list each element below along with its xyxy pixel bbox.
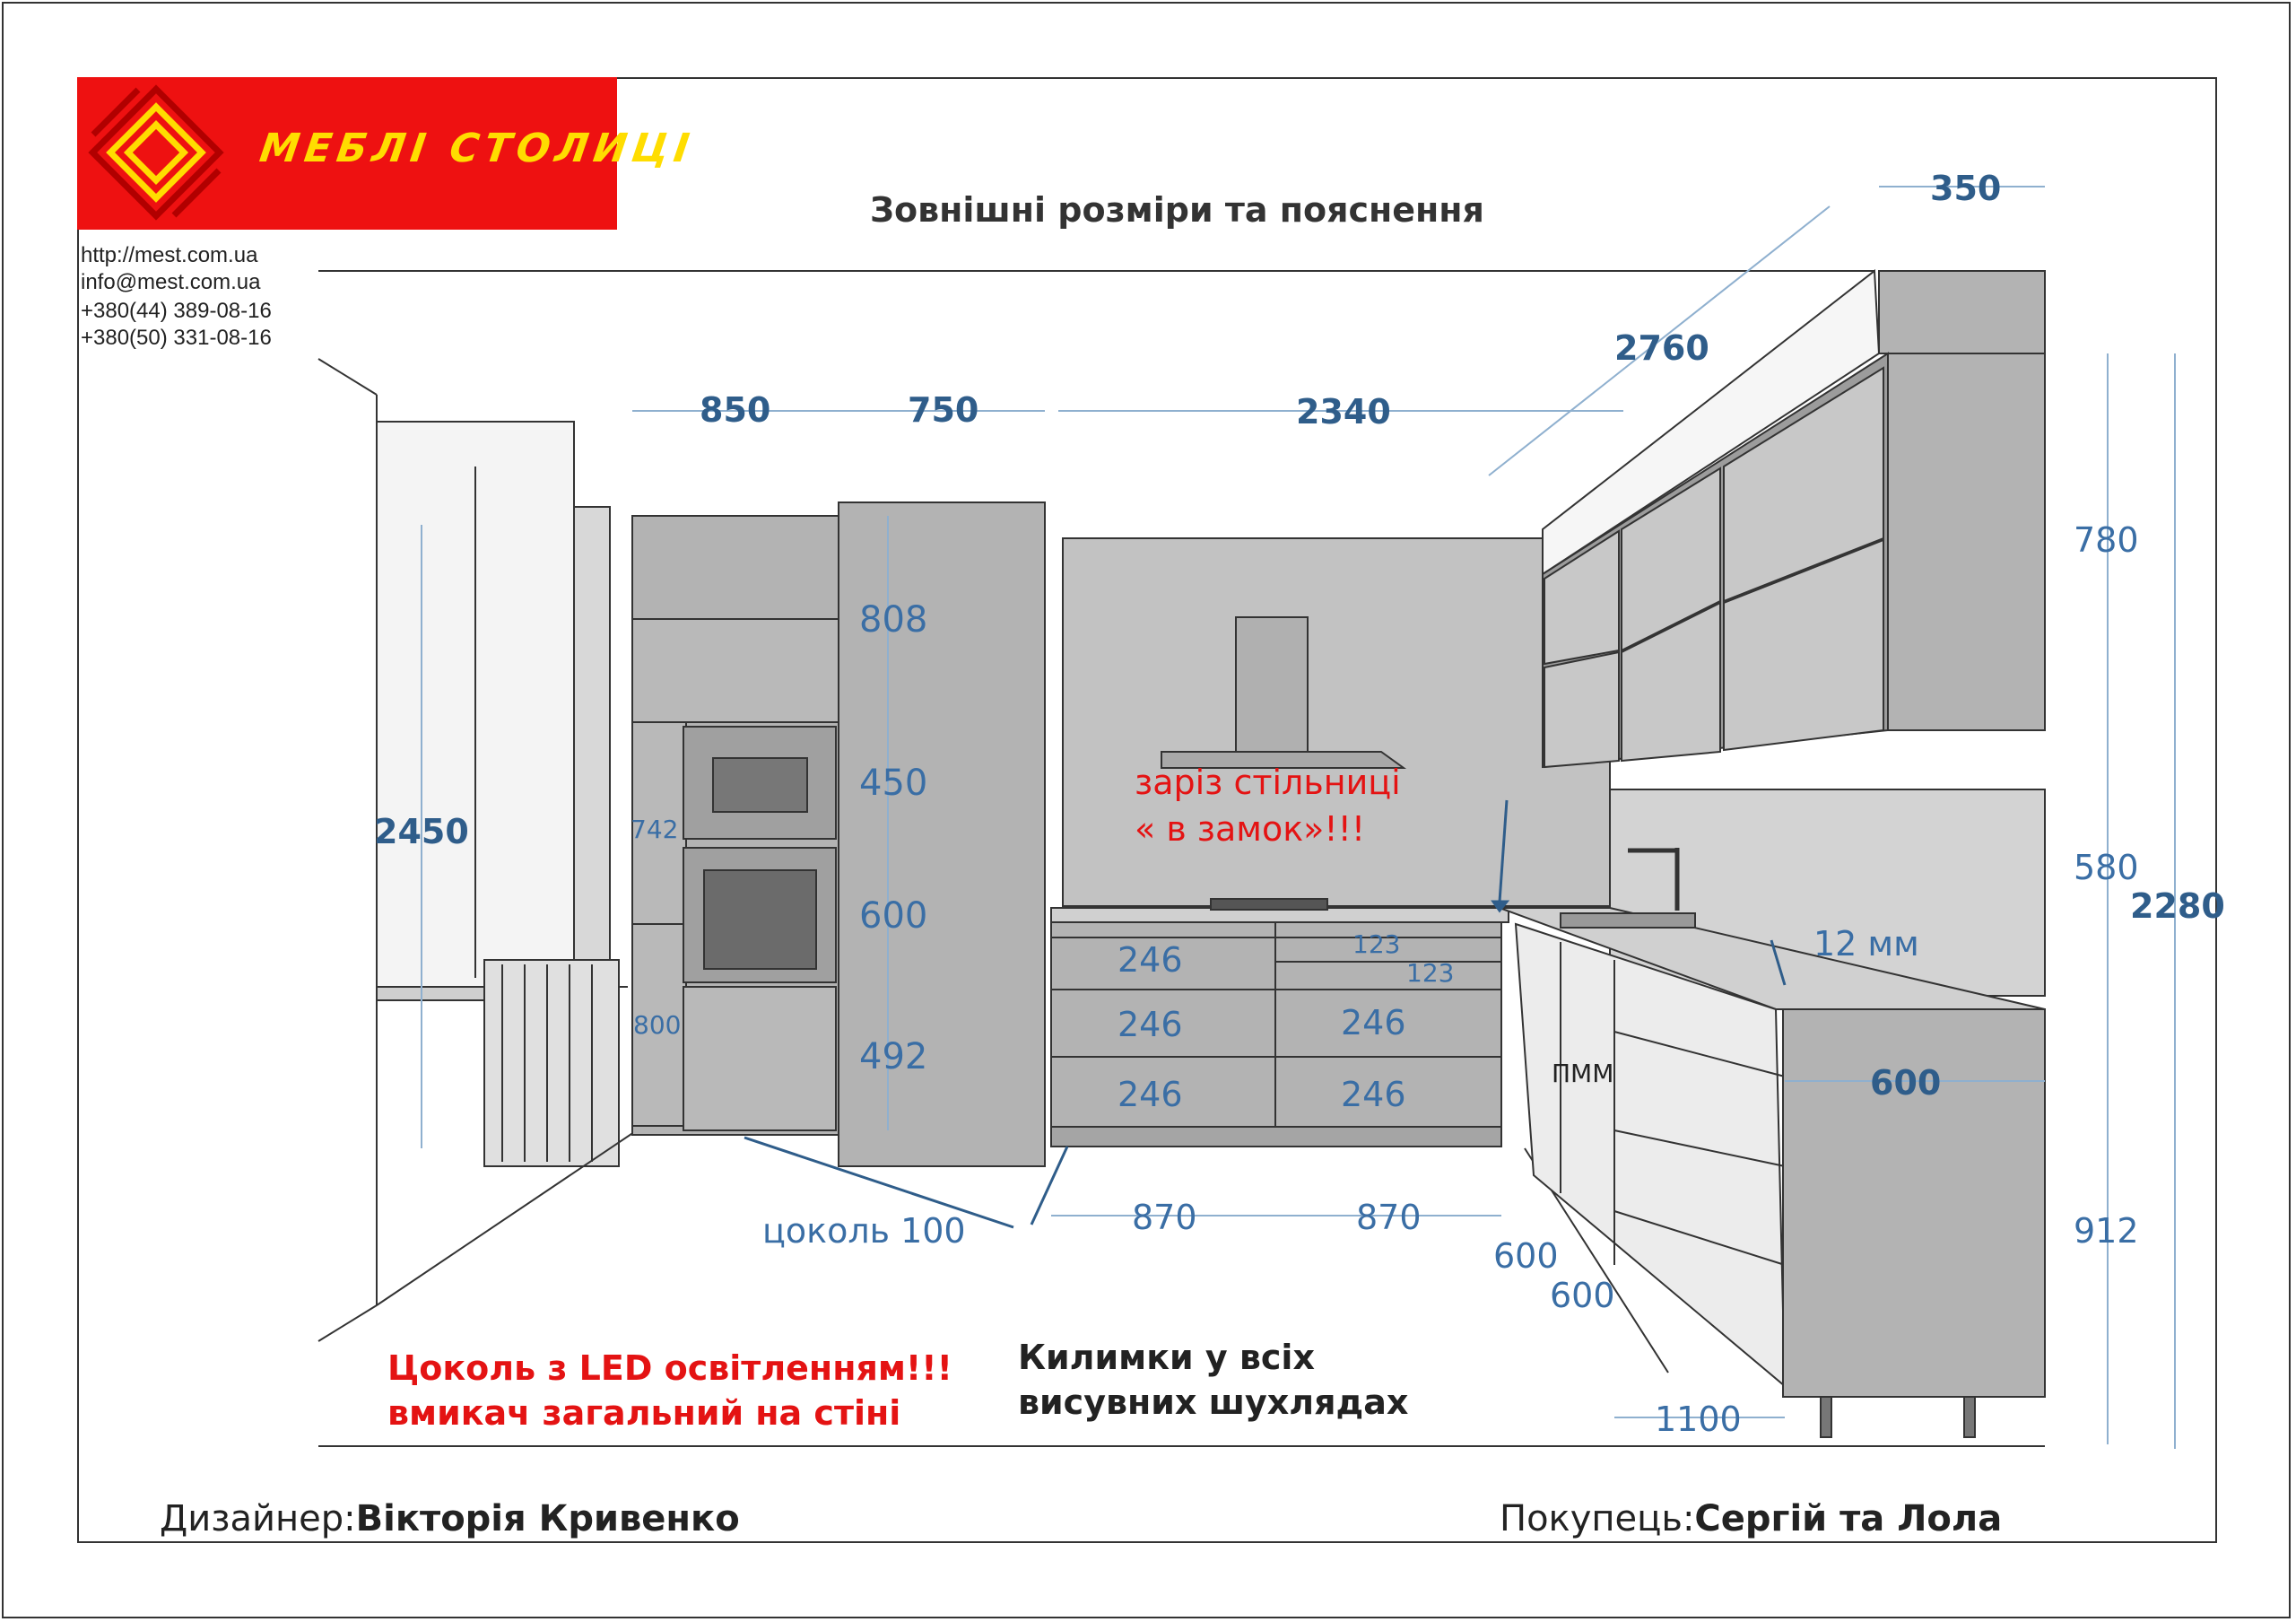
email-link[interactable]: info@mest.com.ua: [81, 270, 261, 294]
dim-246-left-bottom: 246: [1118, 1075, 1183, 1114]
countertop-cut-note-1: заріз стільниці: [1135, 763, 1401, 802]
dim-912: 912: [2074, 1211, 2139, 1251]
plinth-label: цоколь 100: [762, 1211, 966, 1251]
dim-850: 850: [700, 390, 771, 430]
dim-1100: 1100: [1655, 1400, 1742, 1439]
dim-580: 580: [2074, 848, 2139, 887]
dim-350: 350: [1930, 169, 2002, 208]
led-note-line-2: вмикач загальний на стіні: [387, 1393, 901, 1433]
dim-246-left-top: 246: [1118, 940, 1183, 980]
dim-2340: 2340: [1296, 392, 1391, 432]
dim-12mm: 12 мм: [1813, 924, 1919, 964]
led-note-line-1: Цоколь з LED освітленням!!!: [387, 1348, 952, 1388]
countertop-cut-note-2: « в замок»!!!: [1135, 809, 1366, 849]
dim-750: 750: [908, 390, 979, 430]
phone-1: +380(44) 389-08-16: [81, 299, 272, 323]
dim-780: 780: [2074, 520, 2139, 560]
dim-450: 450: [859, 763, 928, 804]
dim-742: 742: [631, 815, 679, 844]
designer-name: Вікторія Кривенко: [355, 1498, 740, 1539]
dim-870-left: 870: [1132, 1198, 1197, 1237]
dim-800: 800: [633, 1010, 682, 1040]
brand-name: МЕБЛІ СТОЛИЦІ: [257, 126, 698, 171]
customer-label: Покупець:: [1500, 1498, 1695, 1539]
led-note: [387, 1346, 952, 1435]
dim-246-right-bottom: 246: [1341, 1075, 1406, 1114]
dim-123-top: 123: [1352, 929, 1401, 959]
designer-credit: [160, 1498, 740, 1539]
customer-name: Сергій та Лола: [1694, 1498, 2003, 1539]
page-title: Зовнішні розміри та пояснення: [870, 190, 1484, 230]
dim-600-b: 600: [1550, 1276, 1615, 1315]
mats-note-line-2: висувних шухлядах: [1018, 1382, 1409, 1422]
dim-492: 492: [859, 1036, 928, 1077]
dim-246-right-mid: 246: [1341, 1003, 1406, 1042]
dim-246-left-mid: 246: [1118, 1005, 1183, 1044]
mats-note-line-1: Килимки у всіх: [1018, 1338, 1315, 1377]
dim-2760: 2760: [1614, 328, 1709, 368]
customer-credit: [1500, 1498, 2002, 1539]
dim-2450: 2450: [374, 812, 469, 851]
dim-600-depth: 600: [1870, 1063, 1942, 1103]
dishwasher-label: ПММ: [1552, 1059, 1614, 1088]
dim-123-bottom: 123: [1406, 958, 1455, 988]
dim-600-oven: 600: [859, 895, 928, 937]
mats-note: [1018, 1335, 1408, 1425]
dim-870-right: 870: [1356, 1198, 1422, 1237]
dim-600-a: 600: [1493, 1236, 1559, 1276]
phone-2: +380(50) 331-08-16: [81, 326, 272, 350]
designer-label: Дизайнер:: [160, 1498, 356, 1539]
dim-2280: 2280: [2130, 886, 2225, 926]
dim-808: 808: [859, 599, 928, 641]
website-link[interactable]: http://mest.com.ua: [81, 243, 258, 267]
